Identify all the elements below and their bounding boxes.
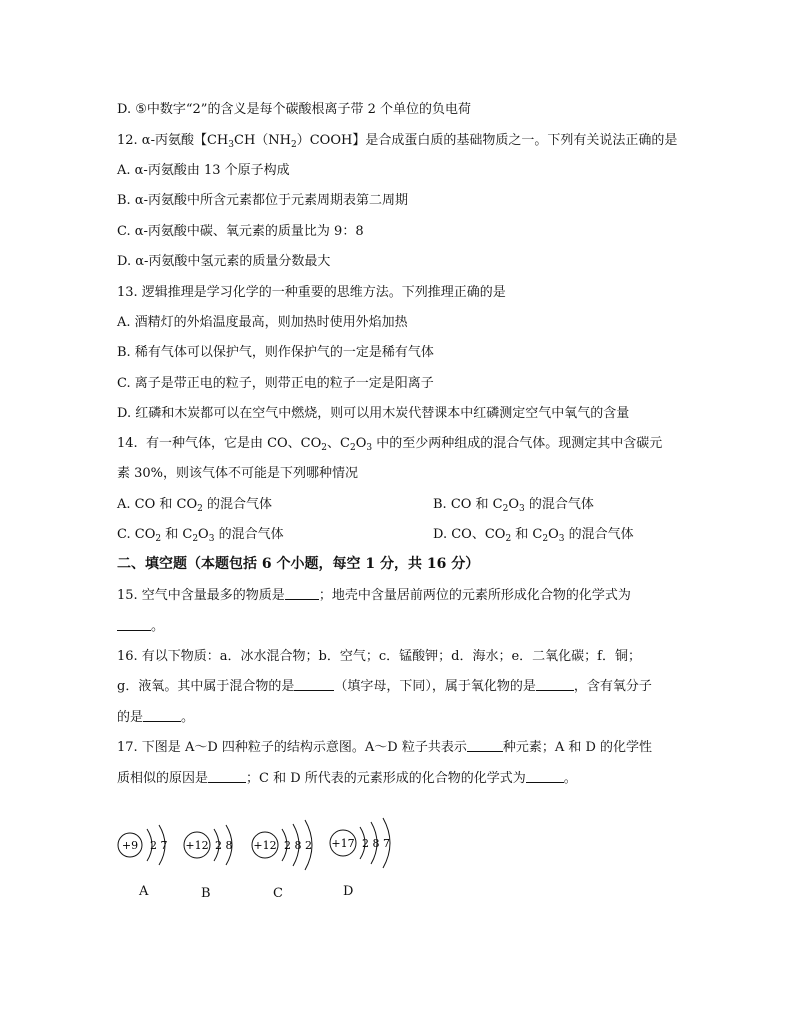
nucleus-charge: +9 bbox=[121, 839, 139, 852]
q12-option-b: B. α-丙氨酸中所含元素都位于元素周期表第二周期 bbox=[117, 193, 408, 208]
nucleus-charge: +12 bbox=[253, 839, 277, 852]
atom-label-d: D bbox=[343, 884, 354, 899]
answer-blank[interactable] bbox=[285, 588, 319, 600]
nucleus-charge: +17 bbox=[331, 837, 355, 850]
q17-line2: 质相似的原因是 ；C 和 D 所代表的元素形成的化合物的化学式为 。 bbox=[117, 771, 577, 786]
q13-option-c: C. 离子是带正电的粒子，则带正电的粒子一定是阳离子 bbox=[117, 376, 434, 391]
q14-stem-line1: 14. 有一种气体，它是由 CO、$CO_2$、$C_2O_3$ 中的至少两种组成的混合气体。现测定其中含碳元 bbox=[117, 436, 663, 453]
q15-line1: 15. 空气中含量最多的物质是 ；地壳中含量居前两位的元素所形成化合物的化学式为 bbox=[117, 588, 631, 603]
electron-config: 2 7 bbox=[150, 839, 168, 852]
section-heading-fill-in: 二、填空题（本题包括 6 个小题，每空 1 分，共 16 分） bbox=[117, 556, 480, 572]
nucleus-charge: +12 bbox=[185, 839, 209, 852]
electron-config: 2 8 bbox=[215, 839, 233, 852]
q11-option-d: D. ⑤中数字“2”的含义是每个碳酸根离子带 2 个单位的负电荷 bbox=[117, 102, 471, 117]
q14-stem-line2: 素 30%，则该气体不可能是下列哪种情况 bbox=[117, 466, 359, 481]
answer-blank[interactable] bbox=[117, 619, 151, 631]
q17-line1: 17. 下图是 A～D 四种粒子的结构示意图。A～D 粒子共表示 种元素；A 和 D 的化学性 bbox=[117, 740, 653, 755]
answer-blank[interactable] bbox=[208, 771, 246, 783]
q14-option-a: A. CO 和 $CO_2$ 的混合气体 bbox=[117, 497, 273, 514]
q12-option-c: C. α-丙氨酸中碳、氧元素的质量比为 9：8 bbox=[117, 224, 364, 239]
q13-option-b: B. 稀有气体可以保护气，则作保护气的一定是稀有气体 bbox=[117, 345, 434, 360]
answer-blank[interactable] bbox=[536, 679, 574, 691]
q14-option-b: B. CO 和 $C_2O_3$ 的混合气体 bbox=[433, 497, 594, 514]
q12-stem: 12. α-丙氨酸【$CH_3CH(NH_2)COOH$】是合成蛋白质的基础物质之一。下列有关说法正确的是 bbox=[117, 133, 678, 150]
q16-line1: 16. 有以下物质：a．冰水混合物；b．空气；c．锰酸钾；d．海水；e．二氧化碳；f．铜； bbox=[117, 649, 641, 664]
q13-option-d: D. 红磷和木炭都可以在空气中燃烧，则可以用木炭代替课本中红磷测定空气中氧气的含量 bbox=[117, 406, 630, 421]
electron-config: 2 8 2 bbox=[284, 839, 312, 852]
atom-structure-d bbox=[326, 812, 404, 878]
q12-option-d: D. α-丙氨酸中氢元素的质量分数最大 bbox=[117, 254, 331, 269]
q15-line2: 。 bbox=[117, 619, 164, 635]
q14-option-d: D. CO、$CO_2$ 和 $C_2O_3$ 的混合气体 bbox=[433, 527, 634, 544]
answer-blank[interactable] bbox=[526, 771, 564, 783]
answer-blank[interactable] bbox=[143, 710, 181, 722]
electron-config: 2 8 7 bbox=[362, 837, 390, 850]
atom-label-a: A bbox=[139, 884, 149, 899]
q16-line3: 的是 。 bbox=[117, 710, 195, 725]
atom-structure-c bbox=[248, 812, 324, 878]
q14-option-c: C. $CO_2$ 和 $C_2O_3$ 的混合气体 bbox=[117, 527, 284, 544]
q13-stem: 13. 逻辑推理是学习化学的一种重要的思维方法。下列推理正确的是 bbox=[117, 285, 506, 300]
q12-option-a: A. α-丙氨酸由 13 个原子构成 bbox=[117, 163, 290, 178]
q13-option-a: A. 酒精灯的外焰温度最高，则加热时使用外焰加热 bbox=[117, 315, 408, 330]
atom-structure-a bbox=[112, 815, 172, 875]
atom-label-c: C bbox=[273, 886, 283, 901]
q16-line2: g．液氧。其中属于混合物的是 （填字母，下同），属于氧化物的是 ，含有氧分子 bbox=[117, 679, 652, 694]
answer-blank[interactable] bbox=[294, 679, 334, 691]
atom-label-b: B bbox=[201, 886, 211, 901]
answer-blank[interactable] bbox=[467, 740, 503, 752]
atom-structure-b bbox=[181, 815, 241, 875]
